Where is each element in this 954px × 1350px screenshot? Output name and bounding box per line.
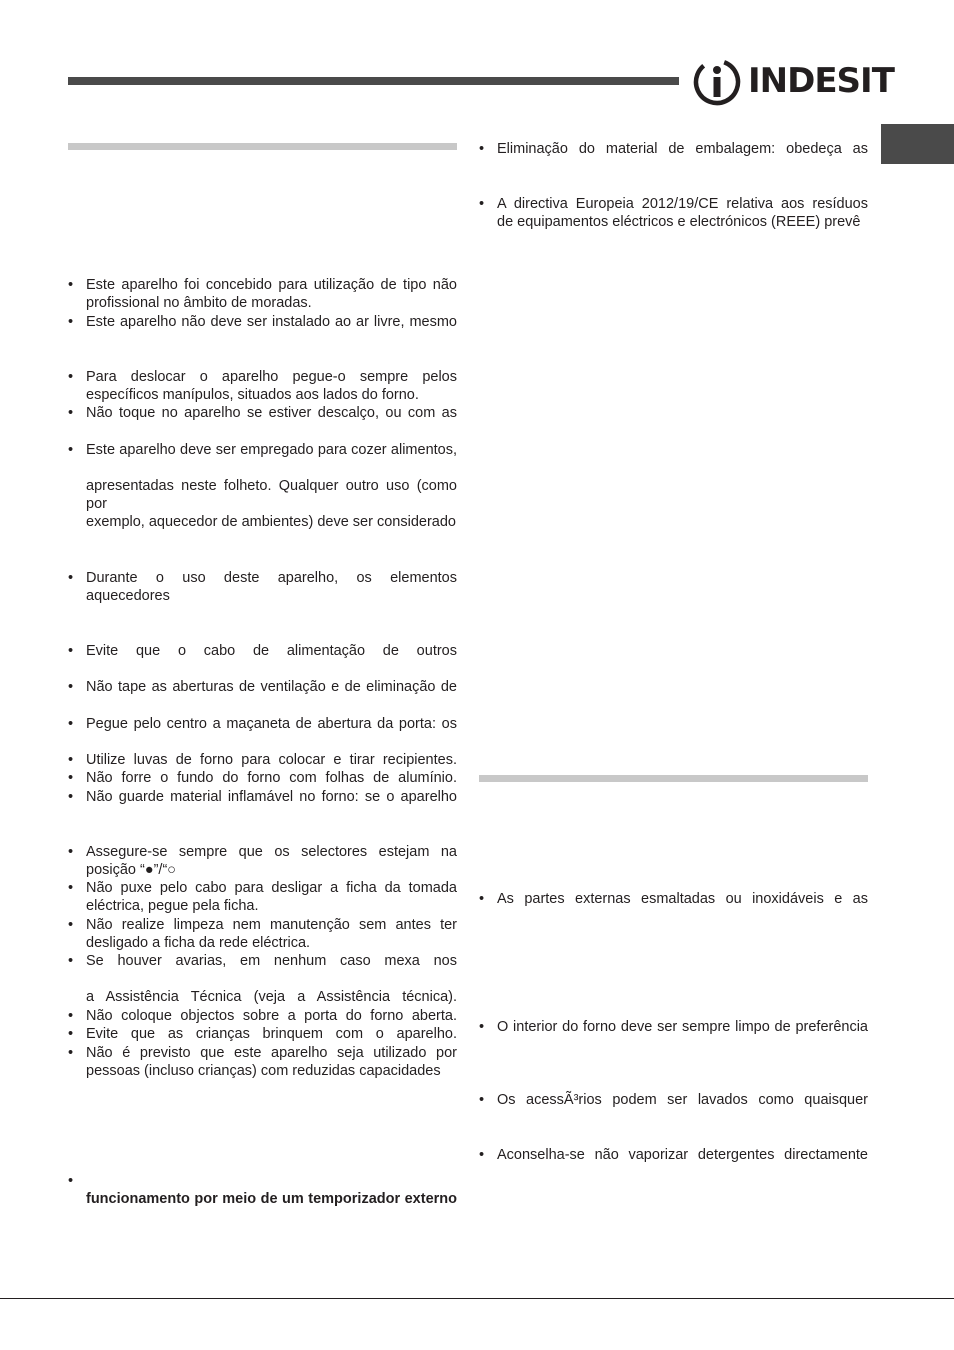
bullet-dot: • bbox=[68, 953, 74, 969]
bullet-item bbox=[86, 988, 457, 1006]
item-text-line: Não coloque objectos sobre a porta do forno aberta. bbox=[86, 1008, 457, 1024]
bullet-item bbox=[68, 715, 457, 733]
bullet-dot: • bbox=[68, 405, 74, 421]
bullet-item bbox=[68, 368, 457, 404]
bullet-item bbox=[68, 879, 457, 915]
bullet-dot: • bbox=[68, 880, 74, 896]
bullet-dot: • bbox=[479, 1092, 485, 1108]
bullet-item bbox=[86, 477, 457, 532]
bullet-dot: • bbox=[68, 314, 74, 330]
language-tab bbox=[881, 124, 954, 164]
bullet-dot: • bbox=[68, 917, 74, 933]
footer-rule bbox=[0, 1298, 954, 1299]
item-text-line: pessoas (incluso crianças) com reduzidas capacidades bbox=[86, 1063, 441, 1080]
item-text-line: Se houver avarias, em nenhum caso mexa nos bbox=[86, 953, 457, 969]
bullet-dot: • bbox=[68, 1026, 74, 1042]
bullet-item bbox=[68, 769, 457, 787]
item-text-line: de equipamentos eléctricos e electrónicos (REEE) prevê bbox=[497, 214, 861, 231]
bullet-dot: • bbox=[68, 1008, 74, 1024]
item-text-line: O interior do forno deve ser sempre limpo de preferência bbox=[497, 1019, 868, 1035]
bullet-dot: • bbox=[68, 369, 74, 385]
brand-logo-text: INDESIT bbox=[748, 61, 894, 101]
item-text-line: específicos manípulos, situados aos lados do forno. bbox=[86, 387, 419, 404]
bullet-dot: • bbox=[479, 196, 485, 212]
bullet-dot: • bbox=[68, 716, 74, 732]
item-text-line: profissional no âmbito de moradas. bbox=[86, 295, 312, 312]
bullet-item bbox=[68, 678, 457, 696]
item-text-line: Aconselha-se não vaporizar detergentes directamente bbox=[497, 1147, 868, 1163]
item-text-line: Não toque no aparelho se estiver descalço, ou com as bbox=[86, 405, 457, 421]
bullet-item bbox=[479, 1091, 868, 1109]
item-text-line: a Assistência Técnica (veja a Assistência técnica). bbox=[86, 989, 457, 1005]
bullet-item bbox=[479, 1018, 868, 1036]
bullet-item bbox=[68, 916, 457, 952]
bullet-dot: • bbox=[479, 891, 485, 907]
item-text-line: Evite que o cabo de alimentação de outros bbox=[86, 643, 457, 659]
bullet-dot: • bbox=[479, 1147, 485, 1163]
item-text-line: Este aparelho deve ser empregado para cozer alimentos, bbox=[86, 442, 457, 458]
bullet-item bbox=[68, 751, 457, 769]
bullet-item bbox=[68, 276, 457, 312]
item-text-line: Utilize luvas de forno para colocar e tirar recipientes. bbox=[86, 752, 457, 768]
bullet-dot: • bbox=[68, 643, 74, 659]
bullet-item bbox=[68, 1007, 457, 1025]
bullet-item bbox=[479, 195, 868, 231]
bullet-item bbox=[68, 569, 457, 605]
bullet-item bbox=[68, 952, 457, 970]
bullet-item bbox=[479, 890, 868, 908]
bullet-dot: • bbox=[479, 141, 485, 157]
item-text-line: eléctrica, pegue pela ficha. bbox=[86, 898, 259, 915]
item-text-line: Não é previsto que este aparelho seja utilizado por bbox=[86, 1045, 457, 1061]
bullet-item bbox=[68, 788, 457, 806]
bullet-dot: • bbox=[479, 1019, 485, 1035]
header-bar bbox=[68, 77, 679, 85]
bullet-dot: • bbox=[68, 679, 74, 695]
item-text-line: Não puxe pelo cabo para desligar a ficha da tomada bbox=[86, 880, 457, 896]
bullet-item bbox=[68, 313, 457, 331]
bullet-dot: • bbox=[68, 789, 74, 805]
bullet-item bbox=[68, 642, 457, 660]
bullet-item bbox=[68, 404, 457, 422]
item-text-line: Não realize limpeza nem manutenção sem antes ter bbox=[86, 917, 457, 933]
bullet-dot: • bbox=[68, 277, 74, 293]
bullet-dot: • bbox=[68, 1173, 74, 1189]
item-text-line: A directiva Europeia 2012/19/CE relativa aos resíduos bbox=[497, 196, 868, 212]
bullet-dot: • bbox=[68, 752, 74, 768]
item-text-line: Eliminação do material de embalagem: obedeça as bbox=[497, 141, 868, 157]
item-text-line: Não guarde material inflamável no forno: se o aparelho bbox=[86, 789, 457, 805]
section-rule-right bbox=[479, 775, 868, 782]
item-text-line: As partes externas esmaltadas ou inoxidáveis e as bbox=[497, 891, 868, 907]
bullet-dot: • bbox=[68, 570, 74, 586]
item-text-line: Os acessÃ³rios podem ser lavados como quaisquer bbox=[497, 1092, 868, 1108]
bullet-dot: • bbox=[68, 1045, 74, 1061]
item-text-line: Assegure-se sempre que os selectores estejam na bbox=[86, 844, 457, 860]
item-text-line: Este aparelho não deve ser instalado ao ar livre, mesmo bbox=[86, 314, 457, 330]
bullet-item bbox=[479, 1146, 868, 1164]
item-text-line: Não tape as aberturas de ventilação e de eliminação de bbox=[86, 679, 457, 695]
bullet-dot: • bbox=[68, 770, 74, 786]
item-text-line: exemplo, aquecedor de ambientes) deve ser considerado bbox=[86, 514, 456, 531]
bullet-dot: • bbox=[68, 442, 74, 458]
bullet-item bbox=[68, 843, 457, 879]
item-text-line: Durante o uso deste aparelho, os elementos aquecedores bbox=[86, 570, 457, 605]
item-text-line: desligado a ficha da rede eléctrica. bbox=[86, 935, 311, 952]
bullet-item bbox=[68, 441, 457, 459]
section-rule-left bbox=[68, 143, 457, 150]
bullet-item bbox=[86, 1190, 457, 1208]
item-text-line: Evite que as crianças brinquem com o aparelho. bbox=[86, 1026, 457, 1042]
item-text-line: posição “●”/“○ bbox=[86, 862, 177, 879]
item-text-line: Para deslocar o aparelho pegue-o sempre pelos bbox=[86, 369, 457, 385]
bullet-item bbox=[479, 140, 868, 158]
item-text-line: apresentadas neste folheto. Qualquer outro uso (como por bbox=[86, 478, 457, 513]
item-text-line: Não forre o fundo do forno com folhas de alumínio. bbox=[86, 770, 457, 786]
bullet-dot: • bbox=[68, 844, 74, 860]
item-text-line: Pegue pelo centro a maçaneta de abertura da porta: os bbox=[86, 716, 457, 732]
bullet-item bbox=[68, 1025, 457, 1043]
bullet-item bbox=[68, 1044, 457, 1080]
item-text-line: Este aparelho foi concebido para utilização de tipo não bbox=[86, 277, 457, 293]
item-text-line: funcionamento por meio de um temporizador externo bbox=[86, 1191, 457, 1207]
